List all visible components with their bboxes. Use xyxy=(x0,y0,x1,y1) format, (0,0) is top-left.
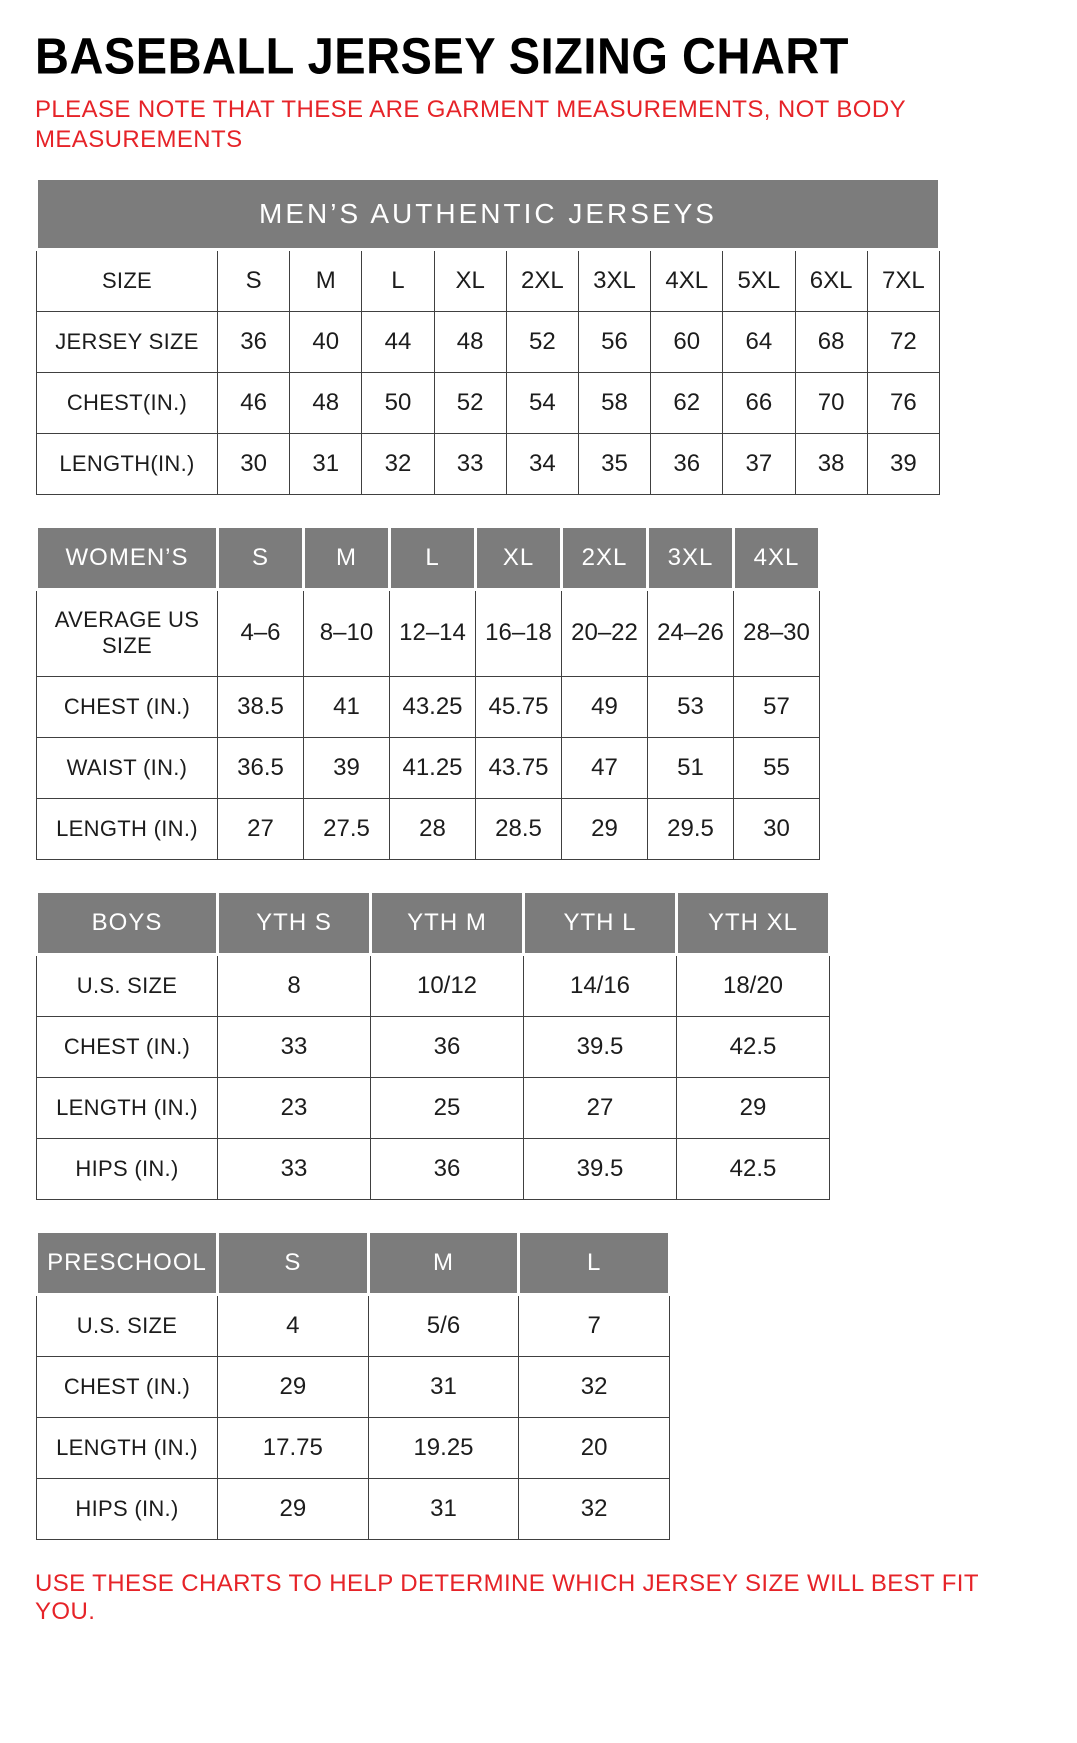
measurement-value: 38.5 xyxy=(218,676,304,737)
row-label: WAIST (IN.) xyxy=(37,737,218,798)
measurement-value: 76 xyxy=(867,373,939,434)
measurement-value: 16–18 xyxy=(476,590,562,677)
measurement-value: 29 xyxy=(218,1478,369,1539)
measurement-value: 27 xyxy=(524,1077,677,1138)
measurement-value: 48 xyxy=(290,373,362,434)
measurement-value: 25 xyxy=(371,1077,524,1138)
measurement-value: 32 xyxy=(519,1478,670,1539)
measurement-value: 20–22 xyxy=(562,590,648,677)
measurement-value: 39.5 xyxy=(524,1138,677,1199)
measurement-value: 29 xyxy=(562,798,648,859)
measurement-value: 33 xyxy=(218,1016,371,1077)
measurement-value: 50 xyxy=(362,373,434,434)
measurement-value: 38 xyxy=(795,434,867,495)
measurement-value: 24–26 xyxy=(648,590,734,677)
mens-sizing-table xyxy=(35,177,941,495)
row-label: SIZE xyxy=(37,250,218,312)
measurement-value: 58 xyxy=(578,373,650,434)
table-row xyxy=(37,1016,830,1077)
measurement-value: 4 xyxy=(218,1294,369,1356)
measurement-value: 31 xyxy=(368,1478,519,1539)
row-label: CHEST (IN.) xyxy=(37,1016,218,1077)
size-column-header: M xyxy=(368,1231,519,1294)
table-row xyxy=(37,373,940,434)
measurement-value: 42.5 xyxy=(677,1138,830,1199)
measurement-value: 51 xyxy=(648,737,734,798)
footer-note: USE THESE CHARTS TO HELP DETERMINE WHICH JERSEY SIZE WILL BEST FIT YOU. xyxy=(35,1569,979,1625)
table-row xyxy=(37,312,940,373)
preschool-table-title: PRESCHOOL xyxy=(37,1231,218,1294)
measurement-value: 43.25 xyxy=(390,676,476,737)
measurement-value: 7 xyxy=(519,1294,670,1356)
measurement-value: 23 xyxy=(218,1077,371,1138)
measurement-value: M xyxy=(290,250,362,312)
measurement-value: 56 xyxy=(578,312,650,373)
size-column-header: YTH M xyxy=(371,891,524,954)
size-column-header: YTH S xyxy=(218,891,371,954)
measurement-value: 8 xyxy=(218,954,371,1016)
measurement-value: 27 xyxy=(218,798,304,859)
table-row xyxy=(37,676,820,737)
size-column-header: 4XL xyxy=(734,527,820,590)
row-label: U.S. SIZE xyxy=(37,1294,218,1356)
measurement-value: 4XL xyxy=(651,250,723,312)
measurement-value: 28.5 xyxy=(476,798,562,859)
measurement-value: 33 xyxy=(434,434,506,495)
measurement-value: 6XL xyxy=(795,250,867,312)
measurement-value: 41 xyxy=(304,676,390,737)
row-label: CHEST (IN.) xyxy=(37,1356,218,1417)
measurement-value: 49 xyxy=(562,676,648,737)
size-column-header: 3XL xyxy=(648,527,734,590)
measurement-value: 57 xyxy=(734,676,820,737)
measurement-value: 31 xyxy=(368,1356,519,1417)
measurement-value: 18/20 xyxy=(677,954,830,1016)
row-label: HIPS (IN.) xyxy=(37,1138,218,1199)
measurement-value: 52 xyxy=(506,312,578,373)
size-column-header: S xyxy=(218,1231,369,1294)
measurement-value: 7XL xyxy=(867,250,939,312)
measurement-value: 27.5 xyxy=(304,798,390,859)
measurement-value: 44 xyxy=(362,312,434,373)
measurement-value: 35 xyxy=(578,434,650,495)
measurement-value: 10/12 xyxy=(371,954,524,1016)
measurement-value: 66 xyxy=(723,373,795,434)
measurement-value: 36.5 xyxy=(218,737,304,798)
measurement-value: 39.5 xyxy=(524,1016,677,1077)
table-row xyxy=(37,1294,670,1356)
measurement-value: 54 xyxy=(506,373,578,434)
table-header-row xyxy=(37,891,830,954)
row-label: CHEST (IN.) xyxy=(37,676,218,737)
measurement-value: 41.25 xyxy=(390,737,476,798)
measurement-value: 19.25 xyxy=(368,1417,519,1478)
measurement-value: 29 xyxy=(218,1356,369,1417)
table-row xyxy=(37,250,940,312)
size-column-header: XL xyxy=(476,527,562,590)
measurement-value: 8–10 xyxy=(304,590,390,677)
measurement-value: 2XL xyxy=(506,250,578,312)
row-label: JERSEY SIZE xyxy=(37,312,218,373)
table-header-row xyxy=(37,527,820,590)
table-row xyxy=(37,1356,670,1417)
measurement-value: 32 xyxy=(519,1356,670,1417)
table-row xyxy=(37,1138,830,1199)
row-label: LENGTH (IN.) xyxy=(37,1077,218,1138)
measurement-value: 46 xyxy=(218,373,290,434)
measurement-value: 47 xyxy=(562,737,648,798)
table-row xyxy=(37,737,820,798)
boys-table-title: BOYS xyxy=(37,891,218,954)
measurement-value: 29 xyxy=(677,1077,830,1138)
size-column-header: M xyxy=(304,527,390,590)
measurement-value: 52 xyxy=(434,373,506,434)
table-banner-row xyxy=(37,179,940,250)
measurement-value: 28–30 xyxy=(734,590,820,677)
measurement-value: 4–6 xyxy=(218,590,304,677)
row-label: LENGTH(IN.) xyxy=(37,434,218,495)
measurement-value: 55 xyxy=(734,737,820,798)
measurement-value: 36 xyxy=(371,1016,524,1077)
garment-measurement-note: PLEASE NOTE THAT THESE ARE GARMENT MEASUREMENTS, NOT BODY MEASUREMENTS xyxy=(35,96,906,153)
size-column-header: YTH L xyxy=(524,891,677,954)
measurement-value: L xyxy=(362,250,434,312)
measurement-value: 20 xyxy=(519,1417,670,1478)
measurement-value: 12–14 xyxy=(390,590,476,677)
measurement-value: 17.75 xyxy=(218,1417,369,1478)
mens-table-title: MEN’S AUTHENTIC JERSEYS xyxy=(37,179,940,250)
measurement-value: 64 xyxy=(723,312,795,373)
row-label: AVERAGE US SIZE xyxy=(37,590,218,677)
size-column-header: L xyxy=(390,527,476,590)
measurement-value: 40 xyxy=(290,312,362,373)
measurement-value: 31 xyxy=(290,434,362,495)
table-row xyxy=(37,798,820,859)
measurement-value: 3XL xyxy=(578,250,650,312)
table-row xyxy=(37,434,940,495)
measurement-value: 39 xyxy=(867,434,939,495)
table-row xyxy=(37,1478,670,1539)
size-tables-container xyxy=(35,177,1042,1540)
row-label: U.S. SIZE xyxy=(37,954,218,1016)
measurement-value: 36 xyxy=(218,312,290,373)
boys-sizing-table xyxy=(35,890,831,1200)
measurement-value: S xyxy=(218,250,290,312)
size-column-header: L xyxy=(519,1231,670,1294)
measurement-value: 42.5 xyxy=(677,1016,830,1077)
measurement-value: 53 xyxy=(648,676,734,737)
row-label: LENGTH (IN.) xyxy=(37,1417,218,1478)
size-column-header: YTH XL xyxy=(677,891,830,954)
measurement-value: 62 xyxy=(651,373,723,434)
table-row xyxy=(37,1417,670,1478)
measurement-value: 48 xyxy=(434,312,506,373)
table-row xyxy=(37,590,820,677)
womens-sizing-table xyxy=(35,525,821,860)
measurement-value: 45.75 xyxy=(476,676,562,737)
measurement-value: 14/16 xyxy=(524,954,677,1016)
measurement-value: 28 xyxy=(390,798,476,859)
measurement-value: 5XL xyxy=(723,250,795,312)
measurement-value: 30 xyxy=(734,798,820,859)
table-header-row xyxy=(37,1231,670,1294)
measurement-value: 68 xyxy=(795,312,867,373)
measurement-value: 29.5 xyxy=(648,798,734,859)
measurement-value: XL xyxy=(434,250,506,312)
measurement-value: 34 xyxy=(506,434,578,495)
womens-table-title: WOMEN’S xyxy=(37,527,218,590)
measurement-value: 32 xyxy=(362,434,434,495)
row-label: LENGTH (IN.) xyxy=(37,798,218,859)
measurement-value: 5/6 xyxy=(368,1294,519,1356)
size-column-header: 2XL xyxy=(562,527,648,590)
page-title: BASEBALL JERSEY SIZING CHART xyxy=(35,27,849,85)
measurement-value: 33 xyxy=(218,1138,371,1199)
preschool-sizing-table xyxy=(35,1230,671,1540)
measurement-value: 70 xyxy=(795,373,867,434)
size-column-header: S xyxy=(218,527,304,590)
measurement-value: 43.75 xyxy=(476,737,562,798)
measurement-value: 37 xyxy=(723,434,795,495)
table-row xyxy=(37,1077,830,1138)
measurement-value: 72 xyxy=(867,312,939,373)
measurement-value: 39 xyxy=(304,737,390,798)
measurement-value: 60 xyxy=(651,312,723,373)
row-label: CHEST(IN.) xyxy=(37,373,218,434)
measurement-value: 36 xyxy=(371,1138,524,1199)
measurement-value: 36 xyxy=(651,434,723,495)
row-label: HIPS (IN.) xyxy=(37,1478,218,1539)
table-row xyxy=(37,954,830,1016)
measurement-value: 30 xyxy=(218,434,290,495)
